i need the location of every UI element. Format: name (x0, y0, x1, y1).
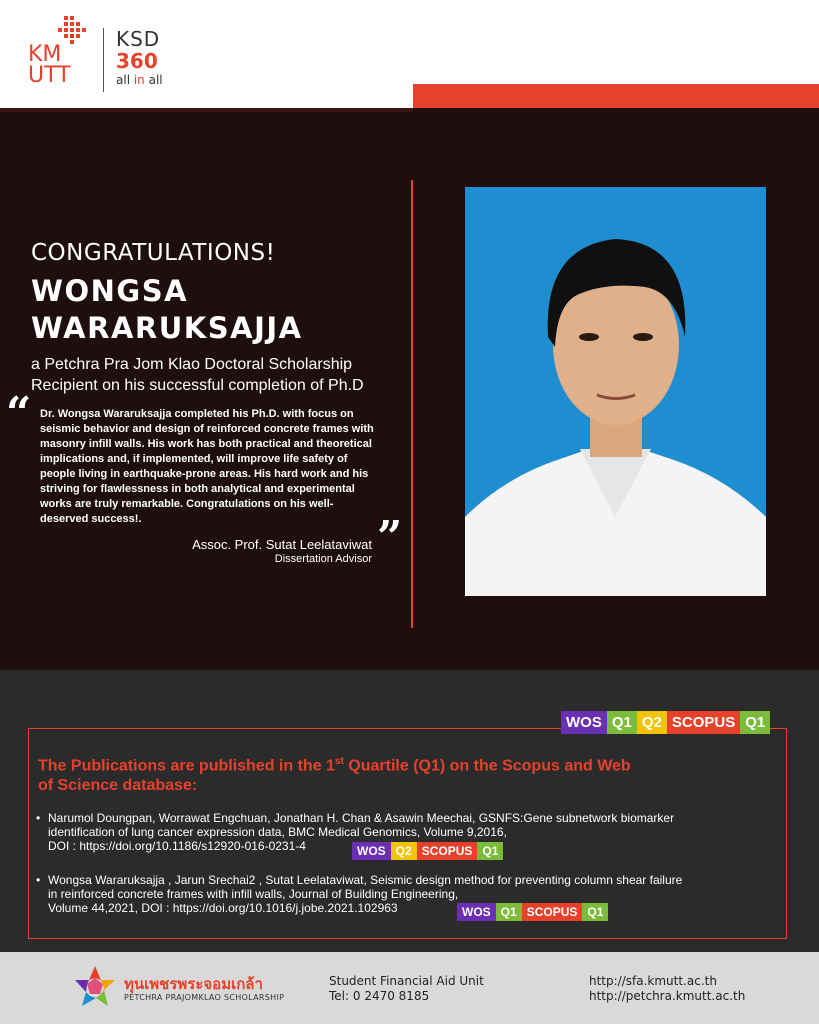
q2-badge: Q2 (637, 711, 667, 734)
advisor-role: Dissertation Advisor (274, 553, 372, 565)
logo-divider (103, 28, 104, 92)
website-links (589, 974, 745, 1004)
publication-line: Wongsa Wararuksajja , Jarun Srechai2 , Sutat Leelataviwat, Seismic design method for preventing column shear failure (48, 873, 683, 887)
recipient-name (31, 273, 401, 347)
scopus-badge: SCOPUS (522, 903, 583, 921)
publications-heading: The Publications are published in the 1st Quartile (Q1) on the Scopus and Web of Science database: (38, 756, 631, 795)
publication-line: in reinforced concrete frames with infill walls, Journal of Building Engineering, (48, 887, 459, 901)
publication-doi: DOI : https://doi.org/10.1186/s12920-016-0231-4 (48, 839, 306, 853)
q2-badge: Q2 (391, 842, 417, 860)
wos-badge: WOS (561, 711, 607, 734)
publication-line: identification of lung cancer expression data, BMC Medical Genomics, Volume 9,2016, (48, 825, 507, 839)
recipient-photo (465, 187, 766, 596)
advisor-name: Assoc. Prof. Sutat Leelataviwat (192, 537, 372, 552)
bullet-icon: • (36, 873, 41, 887)
kmutt-logo-text-top: KM (28, 42, 62, 67)
scholarship-logo-english: PETCHRA PRAJOMKLAO SCHOLARSHIP (124, 993, 285, 1002)
publication-badges (457, 903, 608, 921)
close-quote-icon: ” (377, 512, 403, 563)
ksd360-logo-top: KSD (116, 27, 161, 51)
index-badges-header (561, 711, 770, 734)
hero-top-edge (0, 108, 413, 112)
vertical-divider (411, 180, 413, 628)
q1-badge: Q1 (740, 711, 770, 734)
q1-badge: Q1 (607, 711, 637, 734)
unit-phone: Tel: 0 2470 8185 (329, 989, 430, 1003)
petchra-scholarship-logo-icon (72, 964, 118, 1010)
congratulations-heading: CONGRATULATIONS! (31, 240, 276, 266)
scopus-badge: SCOPUS (417, 842, 478, 860)
bullet-icon: • (36, 811, 41, 825)
q1-badge: Q1 (477, 842, 503, 860)
publication-doi: Volume 44,2021, DOI : https://doi.org/10.1016/j.jobe.2021.102963 (48, 901, 398, 915)
publication-item (36, 873, 776, 915)
kmutt-logo-text-bottom: UTT (28, 63, 71, 86)
recipient-first-name: WONGSA (31, 274, 189, 308)
petchra-website-link[interactable]: http://petchra.kmutt.ac.th (589, 989, 746, 1003)
q1-badge: Q1 (496, 903, 522, 921)
scholarship-subline: a Petchra Pra Jom Klao Doctoral Scholarship Recipient on his successful completion of Ph.D (31, 356, 364, 394)
sfa-website-link[interactable]: http://sfa.kmutt.ac.th (589, 974, 717, 988)
kmutt-logo (26, 14, 96, 86)
ksd360-logo (116, 28, 163, 88)
q1-badge: Q1 (582, 903, 608, 921)
publication-line: Narumol Doungpan, Worrawat Engchuan, Jonathan H. Chan & Asawin Meechai, GSNFS:Gene subnetwork biomarker (48, 811, 675, 825)
ksd360-logo-tagline: all in all (116, 73, 163, 87)
scopus-badge: SCOPUS (667, 711, 740, 734)
wos-badge: WOS (457, 903, 496, 921)
advisor-quote: Dr. Wongsa Wararuksajja completed his Ph.D. with focus on seismic behavior and design of reinforced concrete frames with masonry infill walls. His work has both practical and theoretical implications and, if implemented, will improve life safety of people living in earthquake-prone areas. His hard work and his striving for flawlessness in both analytical and experimental works are truly remarkable. Congratulations on his well-deserved success!. (40, 408, 374, 525)
publication-badges (352, 842, 503, 860)
open-quote-icon: “ (6, 388, 32, 439)
contact-info (329, 974, 484, 1004)
unit-name: Student Financial Aid Unit (329, 974, 484, 988)
scholarship-logo-thai: ทุนเพชรพระจอมเกล้า (124, 975, 263, 993)
recipient-last-name: WARARUKSAJJA (31, 311, 303, 345)
wos-badge: WOS (352, 842, 391, 860)
ksd360-logo-number: 360 (116, 49, 158, 73)
